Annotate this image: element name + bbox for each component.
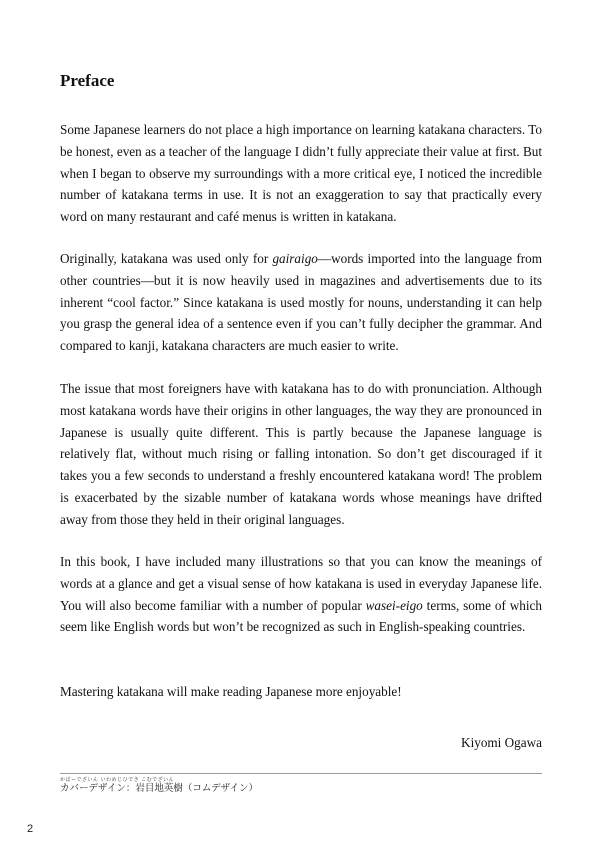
preface-paragraph-5 — [60, 681, 542, 703]
preface-paragraph-2 — [60, 248, 542, 357]
paragraph-text: Some Japanese learners do not place a high importance on learning katakana characters. To be honest, even as a teacher of the language I didn’t fully appreciate their value at first. But when I began to observe my surroundings with a more critical eye, I noticed the incredible number of katakana terms in use. It is not an exaggeration to say that practically every word on many restaurant and café menus is written in katakana. — [60, 122, 542, 225]
paragraph-text: terms, some of which seem like English words but won’t be recognized as such in English-speaking countries. — [60, 597, 542, 635]
footer-divider — [60, 773, 542, 774]
paragraph-text: In this book, I have included many illustrations so that you can know the meanings of words at a glance and get a visual sense of how katakana is used in everyday Japanese life. You will also become familiar with a number of popular — [60, 554, 542, 613]
cover-design-credit — [60, 777, 258, 795]
page-title: Preface — [60, 71, 115, 90]
paragraph-text: Mastering katakana will make reading Japanese more enjoyable! — [60, 684, 402, 699]
author-signature: Kiyomi Ogawa — [461, 735, 542, 750]
paragraph-text: —words imported into the language from other countries—but it is now heavily used in magazines and advertisements due to its inherent “cool factor.” Since katakana is used mostly for nouns, understanding it can help you grasp the general idea of a sentence even if you can’t fully decipher the grammar. And compared to kanji, katakana characters are much easier to write. — [60, 251, 542, 354]
italic-term-wasei-eigo: wasei-eigo — [365, 597, 423, 613]
credit-furigana: かばーでざいん いわめじひでき こむでざいん — [60, 777, 175, 783]
paragraph-text: The issue that most foreigners have with katakana has to do with pronunciation. Although most katakana words have their origins in other languages, the way they are pronounced in Japanese is usually quite different. This is partly because the Japanese language is relatively flat, without much rising or falling intonation. So don’t get discouraged if it takes you a few seconds to understand a freshly encountered katakana word! The problem is exacerbated by the sizable number of katakana words whose meanings have drifted away from those they held in their original languages. — [60, 381, 542, 527]
page-number: 2 — [27, 823, 34, 835]
preface-paragraph-3 — [60, 378, 542, 531]
preface-paragraph-4 — [60, 551, 542, 638]
italic-term-gairaigo: gairaigo — [272, 251, 318, 266]
preface-paragraph-1 — [60, 119, 542, 228]
credit-text: カバーデザイン：岩目地英樹（コムデザイン） — [60, 783, 258, 794]
paragraph-text: Originally, katakana was used only for — [60, 251, 273, 266]
